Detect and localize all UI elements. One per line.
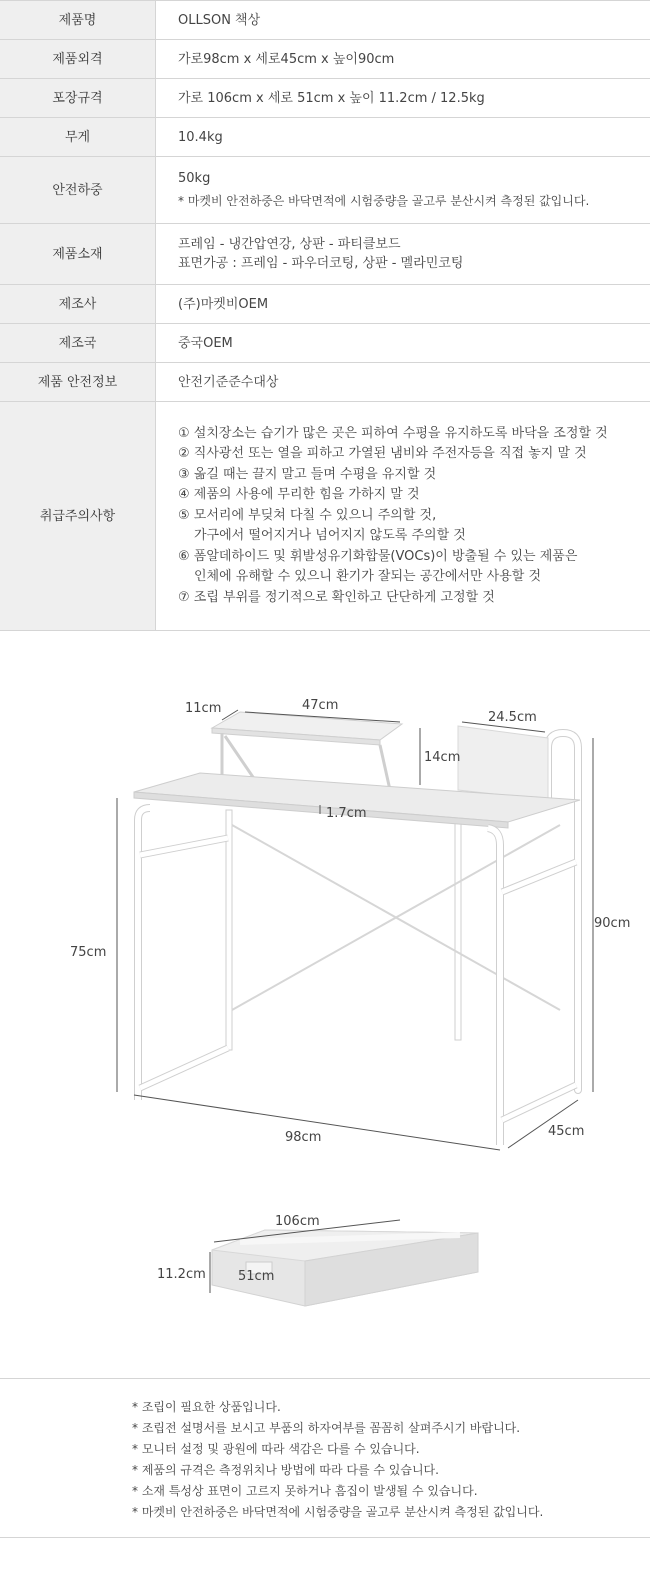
spec-value bbox=[156, 285, 650, 324]
label-package-length: 106cm bbox=[275, 1214, 320, 1229]
desk-back-leg-right bbox=[455, 800, 461, 1040]
caution-item: ⑤ 모서리에 부딪쳐 다칠 수 있으니 주의할 것, bbox=[178, 507, 437, 523]
spec-value-line: 중국OEM bbox=[178, 335, 233, 351]
desk-illustration bbox=[134, 712, 580, 1145]
spec-value bbox=[156, 324, 650, 363]
shelf-support-right bbox=[380, 745, 390, 790]
product-spec-table bbox=[0, 0, 650, 631]
notice-item: * 조립전 설명서를 보시고 부품의 하자여부를 꼼꼼히 살펴주시기 바랍니다. bbox=[132, 1421, 521, 1435]
spec-label: 취급주의사항 bbox=[0, 402, 156, 631]
label-top-thickness: 1.7cm bbox=[326, 806, 367, 821]
label-package-height: 11.2cm bbox=[157, 1267, 206, 1282]
caution-item: ⑥ 폼알데하이드 및 휘발성유기화합물(VOCs)이 방출될 수 있는 제품은 bbox=[178, 548, 578, 564]
spec-row-material bbox=[0, 224, 650, 285]
caution-item: ② 직사광선 또는 열을 피하고 가열된 냄비와 주전자등을 직접 놓지 말 것 bbox=[178, 446, 587, 462]
spec-label: 안전하중 bbox=[0, 157, 156, 224]
spec-row-name bbox=[0, 1, 650, 40]
spec-value bbox=[156, 79, 650, 118]
caution-item-continued: 가구에서 떨어지거나 넘어지지 않도록 주의할 것 bbox=[194, 528, 466, 544]
label-package-width: 51cm bbox=[238, 1269, 275, 1284]
spec-value bbox=[156, 118, 650, 157]
spec-value bbox=[156, 224, 650, 285]
spec-value-line: 표면가공 : 프레임 - 파우더코팅, 상판 - 멜라민코팅 bbox=[178, 256, 464, 271]
right-upright-outline bbox=[548, 733, 578, 1090]
spec-value-line: 가로98cm x 세로45cm x 높이90cm bbox=[178, 51, 395, 67]
spec-value-line: 프레임 - 냉간압연강, 상판 - 파티클보드 bbox=[178, 237, 401, 252]
notice-item: * 모니터 설정 및 광원에 따라 색감은 다를 수 있습니다. bbox=[132, 1442, 420, 1456]
shelf-support-left bbox=[222, 733, 255, 780]
spec-label: 제품소재 bbox=[0, 224, 156, 285]
notice-section bbox=[0, 1378, 650, 1538]
spec-value bbox=[156, 157, 650, 224]
spec-value bbox=[156, 402, 650, 631]
spec-row-safety-info bbox=[0, 363, 650, 402]
spec-row-country bbox=[0, 324, 650, 363]
side-rail-left-bottom-fill bbox=[140, 1048, 228, 1088]
spec-value-line: 가로 106cm x 세로 51cm x 높이 11.2cm / 12.5kg bbox=[178, 90, 485, 106]
caution-item: ① 설치장소는 습기가 많은 곳은 피하여 수평을 유지하도록 바닥을 조정할 것 bbox=[178, 425, 608, 441]
spec-label: 제품외격 bbox=[0, 40, 156, 79]
front-leg-right bbox=[488, 828, 500, 1145]
notice-item: * 소재 특성상 표면이 고르지 못하거나 흠집이 발생될 수 있습니다. bbox=[132, 1484, 478, 1498]
spec-value bbox=[156, 1, 650, 40]
right-upright bbox=[548, 733, 578, 1090]
spec-label: 제조국 bbox=[0, 324, 156, 363]
label-height-total: 90cm bbox=[594, 916, 631, 931]
side-rail-left-top-fill bbox=[140, 838, 228, 855]
spec-value-line: OLLSON 책상 bbox=[178, 12, 261, 28]
label-shelf-width: 47cm bbox=[302, 698, 339, 713]
caution-item: ④ 제품의 사용에 무리한 힘을 가하지 말 것 bbox=[178, 487, 420, 503]
spec-label: 포장규격 bbox=[0, 79, 156, 118]
spec-value bbox=[156, 40, 650, 79]
spec-row-manufacturer bbox=[0, 285, 650, 324]
notice-list bbox=[0, 1379, 650, 1523]
spec-row-dimensions bbox=[0, 40, 650, 79]
spec-value-line: * 마켓비 안전하중은 바닥면적에 시험중량을 골고루 분산시켜 측정된 값입니다. bbox=[178, 194, 590, 208]
spec-row-safe-load bbox=[0, 157, 650, 224]
label-shelf-height: 14cm bbox=[424, 750, 461, 765]
notice-item: * 조립이 필요한 상품입니다. bbox=[132, 1400, 281, 1414]
side-rail-right-bottom-fill bbox=[502, 1085, 576, 1120]
caution-item: ③ 옮길 때는 끌지 말고 들며 수평을 유지할 것 bbox=[178, 466, 437, 482]
spec-row-cautions bbox=[0, 402, 650, 631]
caution-item-continued: 인체에 유해할 수 있으니 환기가 잘되는 공간에서만 사용할 것 bbox=[194, 569, 542, 585]
label-width: 98cm bbox=[285, 1130, 322, 1145]
spec-label: 제품명 bbox=[0, 1, 156, 40]
spec-label: 제조사 bbox=[0, 285, 156, 324]
side-panel bbox=[458, 726, 548, 800]
spec-value bbox=[156, 363, 650, 402]
label-shelf-depth: 11cm bbox=[185, 701, 222, 716]
spec-value-line: (주)마켓비OEM bbox=[178, 296, 269, 312]
desk-back-leg-left bbox=[226, 810, 232, 1050]
desk-dimension-drawing bbox=[0, 630, 650, 1378]
dimension-diagram bbox=[0, 630, 650, 1378]
notice-item: * 제품의 규격은 측정위치나 방법에 따라 다를 수 있습니다. bbox=[132, 1463, 439, 1477]
label-height-desk: 75cm bbox=[70, 945, 107, 960]
spec-value-line: 50kg bbox=[178, 171, 211, 186]
spec-row-weight bbox=[0, 118, 650, 157]
spec-label: 제품 안전정보 bbox=[0, 363, 156, 402]
side-rail-right-top-fill bbox=[502, 862, 576, 892]
spec-row-package bbox=[0, 79, 650, 118]
label-side-width: 24.5cm bbox=[488, 710, 537, 725]
spec-value-line: 안전기준준수대상 bbox=[178, 374, 279, 390]
label-depth: 45cm bbox=[548, 1124, 585, 1139]
spec-label: 무게 bbox=[0, 118, 156, 157]
spec-value-line: 10.4kg bbox=[178, 129, 223, 145]
caution-item: ⑦ 조립 부위를 정기적으로 확인하고 단단하게 고정할 것 bbox=[178, 589, 495, 605]
notice-item: * 마켓비 안전하중은 바닥면적에 시험중량을 골고루 분산시켜 측정된 값입니다. bbox=[132, 1505, 544, 1519]
package-box-illustration bbox=[212, 1230, 478, 1306]
